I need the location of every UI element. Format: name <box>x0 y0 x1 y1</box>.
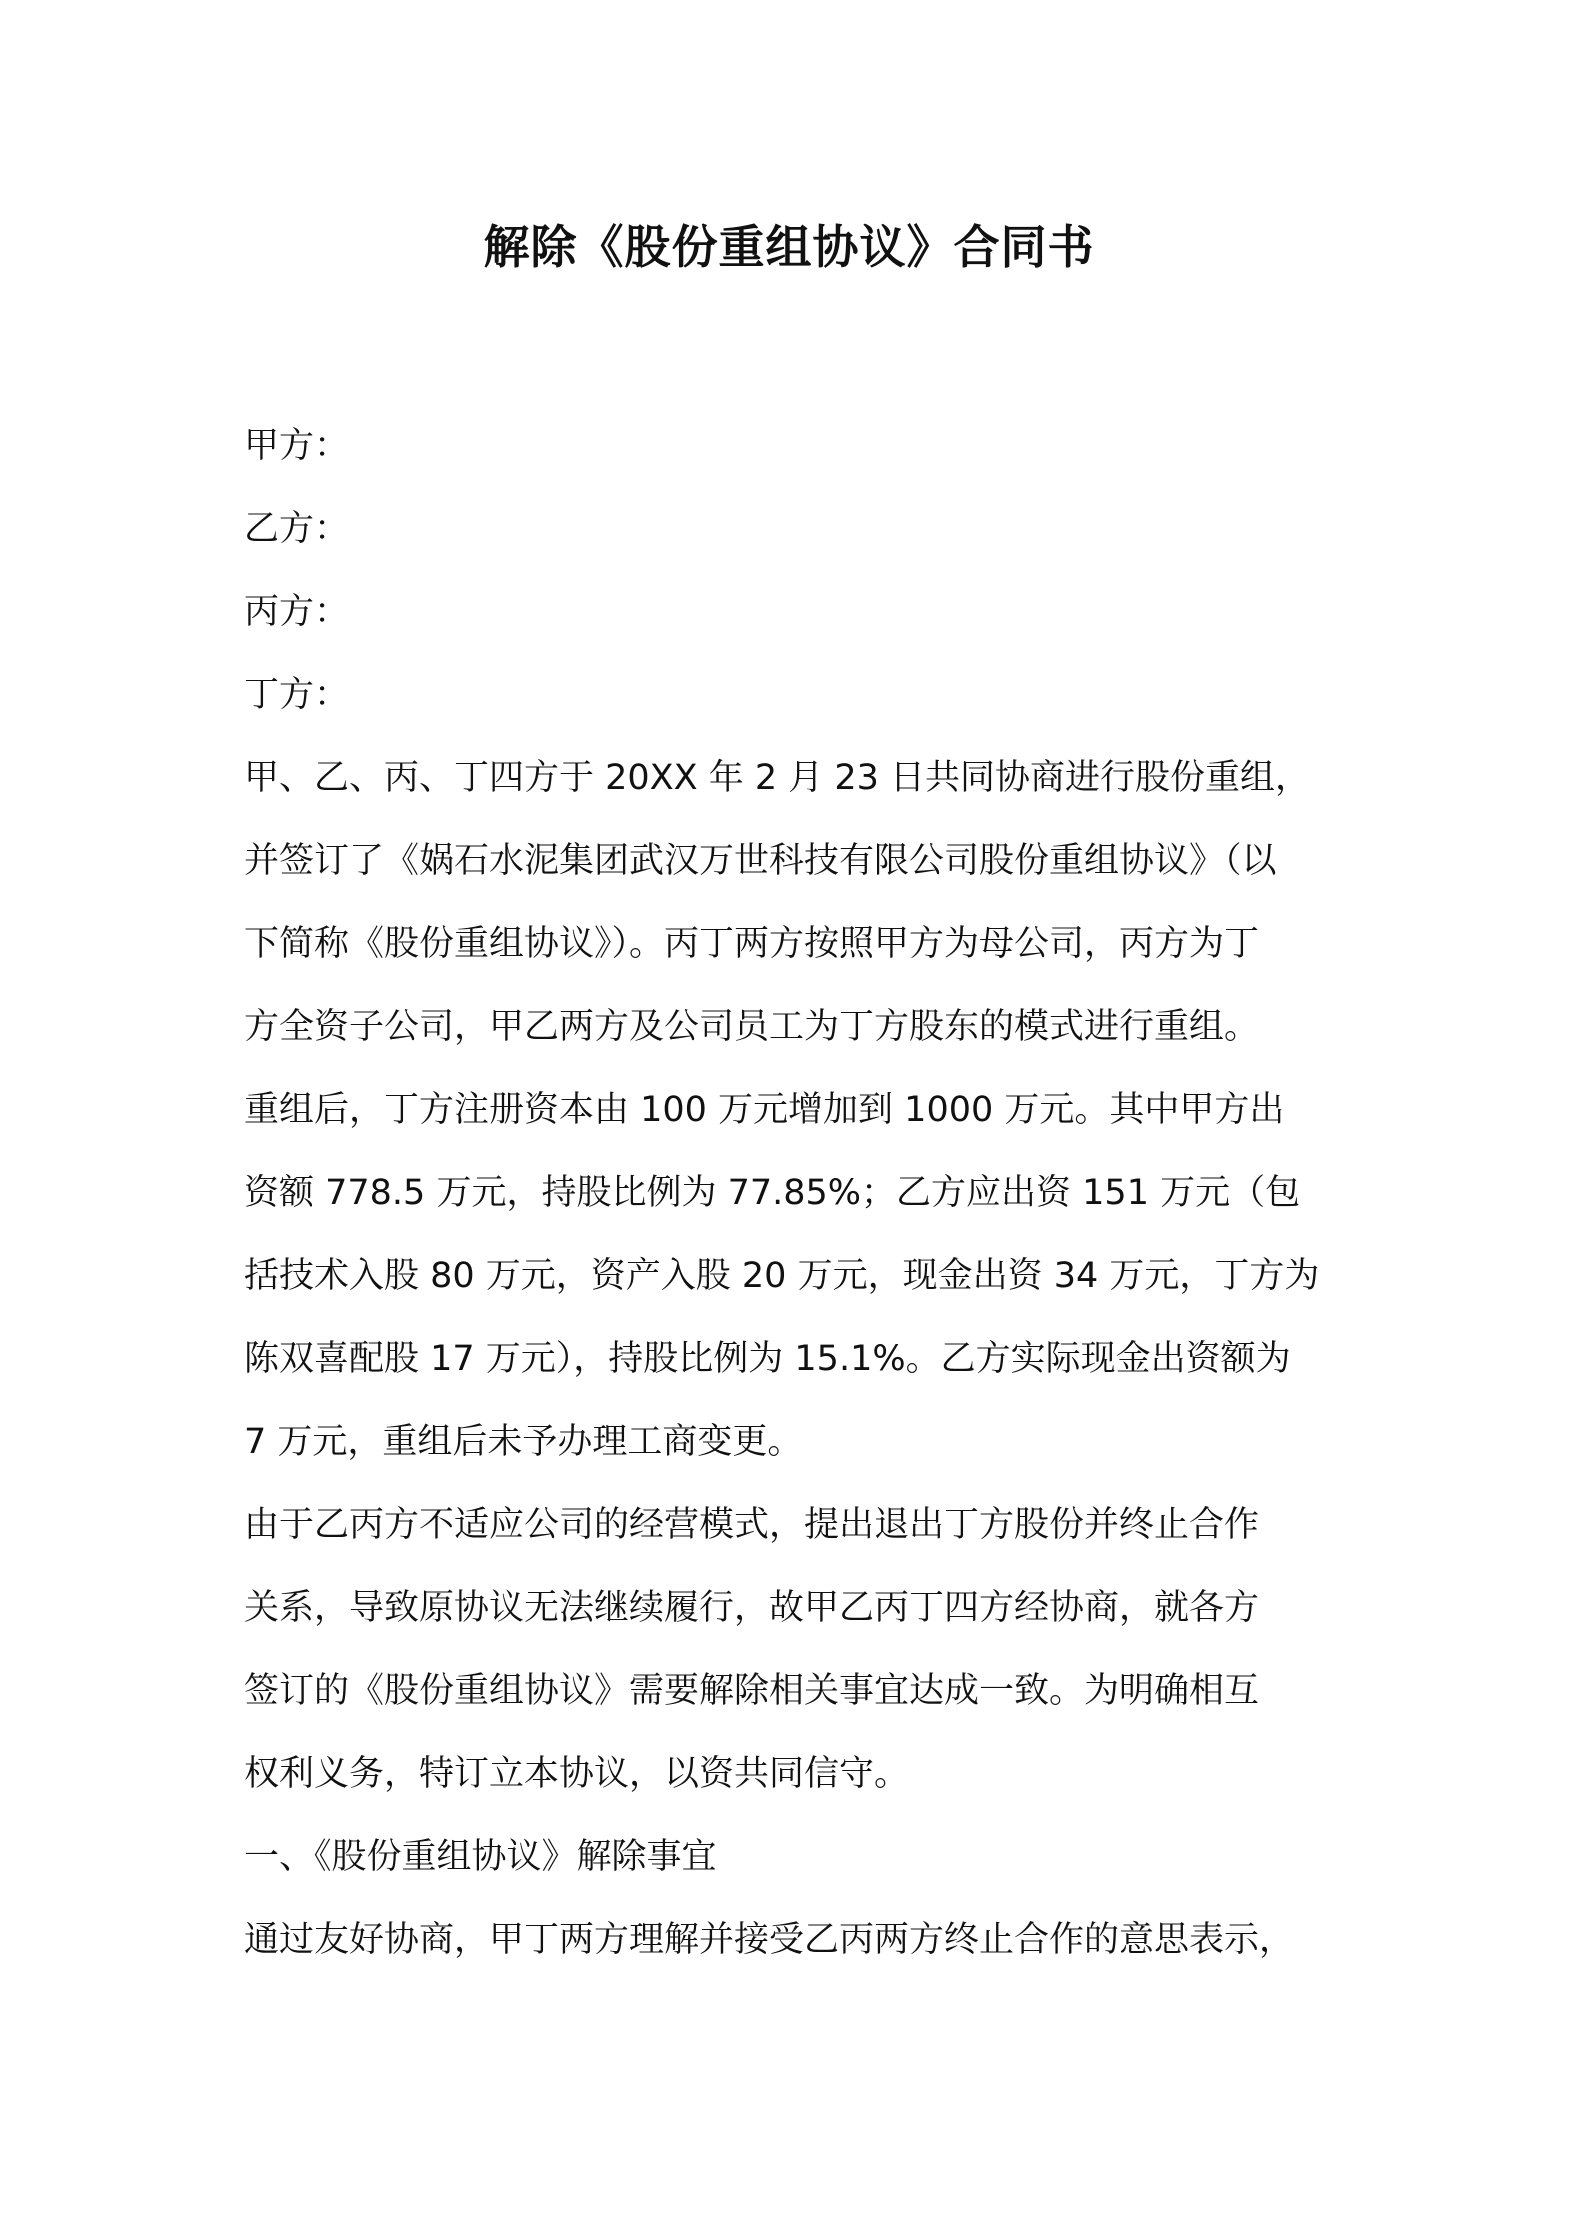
body-line: 并签订了《娲石水泥集团武汉万世科技有限公司股份重组协议》（以 <box>244 841 1277 881</box>
document-body <box>244 405 1344 1982</box>
body-line: 权利义务，特订立本协议，以资共同信守。 <box>244 1754 910 1794</box>
body-line: 陈双喜配股 17 万元），持股比例为 15.1%。乙方实际现金出资额为 <box>244 1339 1291 1379</box>
body-line: 签订的《股份重组协议》需要解除相关事宜达成一致。为明确相互 <box>244 1671 1260 1711</box>
body-line: 下简称《股份重组协议》）。丙丁两方按照甲方为母公司，丙方为丁 <box>244 924 1260 964</box>
party-d-label: 丁方： <box>244 675 350 715</box>
body-line: 方全资子公司，甲乙两方及公司员工为丁方股东的模式进行重组。 <box>244 1007 1260 1047</box>
party-b-label: 乙方： <box>244 509 350 549</box>
body-line: 甲、乙、丙、丁四方于 20XX 年 2 月 23 日共同协商进行股份重组， <box>244 758 1311 798</box>
body-line: 资额 778.5 万元，持股比例为 77.85%；乙方应出资 151 万元（包 <box>244 1173 1301 1213</box>
body-line: 关系，导致原协议无法继续履行，故甲乙丙丁四方经协商，就各方 <box>244 1588 1260 1628</box>
body-line: 括技术入股 80 万元，资产入股 20 万元，现金出资 34 万元，丁方为 <box>244 1256 1320 1296</box>
party-c-label: 丙方： <box>244 592 350 632</box>
party-a-label: 甲方： <box>244 426 350 466</box>
section-heading: 一、《股份重组协议》解除事宜 <box>244 1837 717 1877</box>
body-line: 7 万元，重组后未予办理工商变更。 <box>244 1422 803 1462</box>
body-line: 重组后，丁方注册资本由 100 万元增加到 1000 万元。其中甲方出 <box>244 1090 1285 1130</box>
document-title: 解除《股份重组协议》合同书 <box>483 220 1095 274</box>
body-line: 由于乙丙方不适应公司的经营模式，提出退出丁方股份并终止合作 <box>244 1505 1260 1545</box>
body-line: 通过友好协商，甲丁两方理解并接受乙丙两方终止合作的意思表示， <box>244 1920 1295 1960</box>
